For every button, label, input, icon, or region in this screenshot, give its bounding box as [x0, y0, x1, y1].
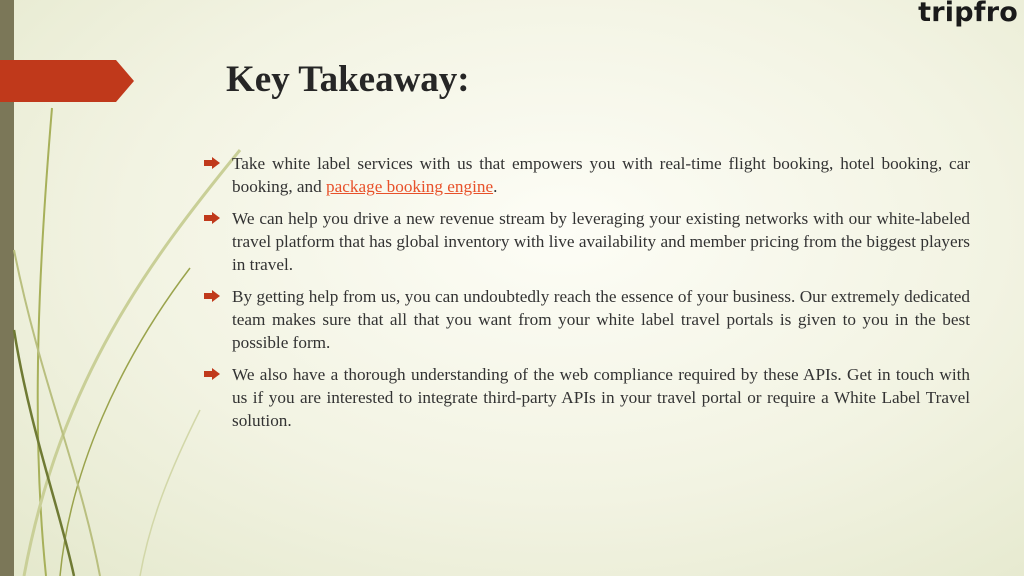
list-item — [204, 363, 970, 432]
red-arrow-banner — [0, 60, 134, 102]
bullet-text: We can help you drive a new revenue stream by leveraging your existing networks with our white-labeled travel platform that has global inventory with live availability and member pricing from the biggest players in travel. — [232, 209, 970, 274]
arrow-bullet-icon — [204, 212, 220, 224]
bullet-text-after: . — [493, 177, 498, 196]
arrow-bullet-icon — [204, 290, 220, 302]
tripfro-logo: tripfro — [918, 0, 1018, 28]
list-item — [204, 207, 970, 276]
list-item — [204, 152, 970, 198]
arrow-bullet-icon — [204, 157, 220, 169]
list-item — [204, 285, 970, 354]
package-booking-engine-link[interactable]: package booking engine — [326, 177, 494, 196]
arrow-bullet-icon — [204, 368, 220, 380]
bullet-text: Take white label services with us that empowers you with real-time flight booking, hotel booking, car booking, and — [232, 154, 970, 196]
bullet-text: We also have a thorough understanding of the web compliance required by these APIs. Get in touch with us if you are interested to integrate third-party APIs in your travel portal or require a White Label Travel solution. — [232, 365, 970, 430]
bullet-text: By getting help from us, you can undoubtedly reach the essence of your business. Our extremely dedicated team makes sure that all that you want from your white label travel portals is given to you in the best possible form. — [232, 287, 970, 352]
key-takeaway-list — [204, 152, 970, 441]
slide-title: Key Takeaway: — [226, 59, 470, 100]
